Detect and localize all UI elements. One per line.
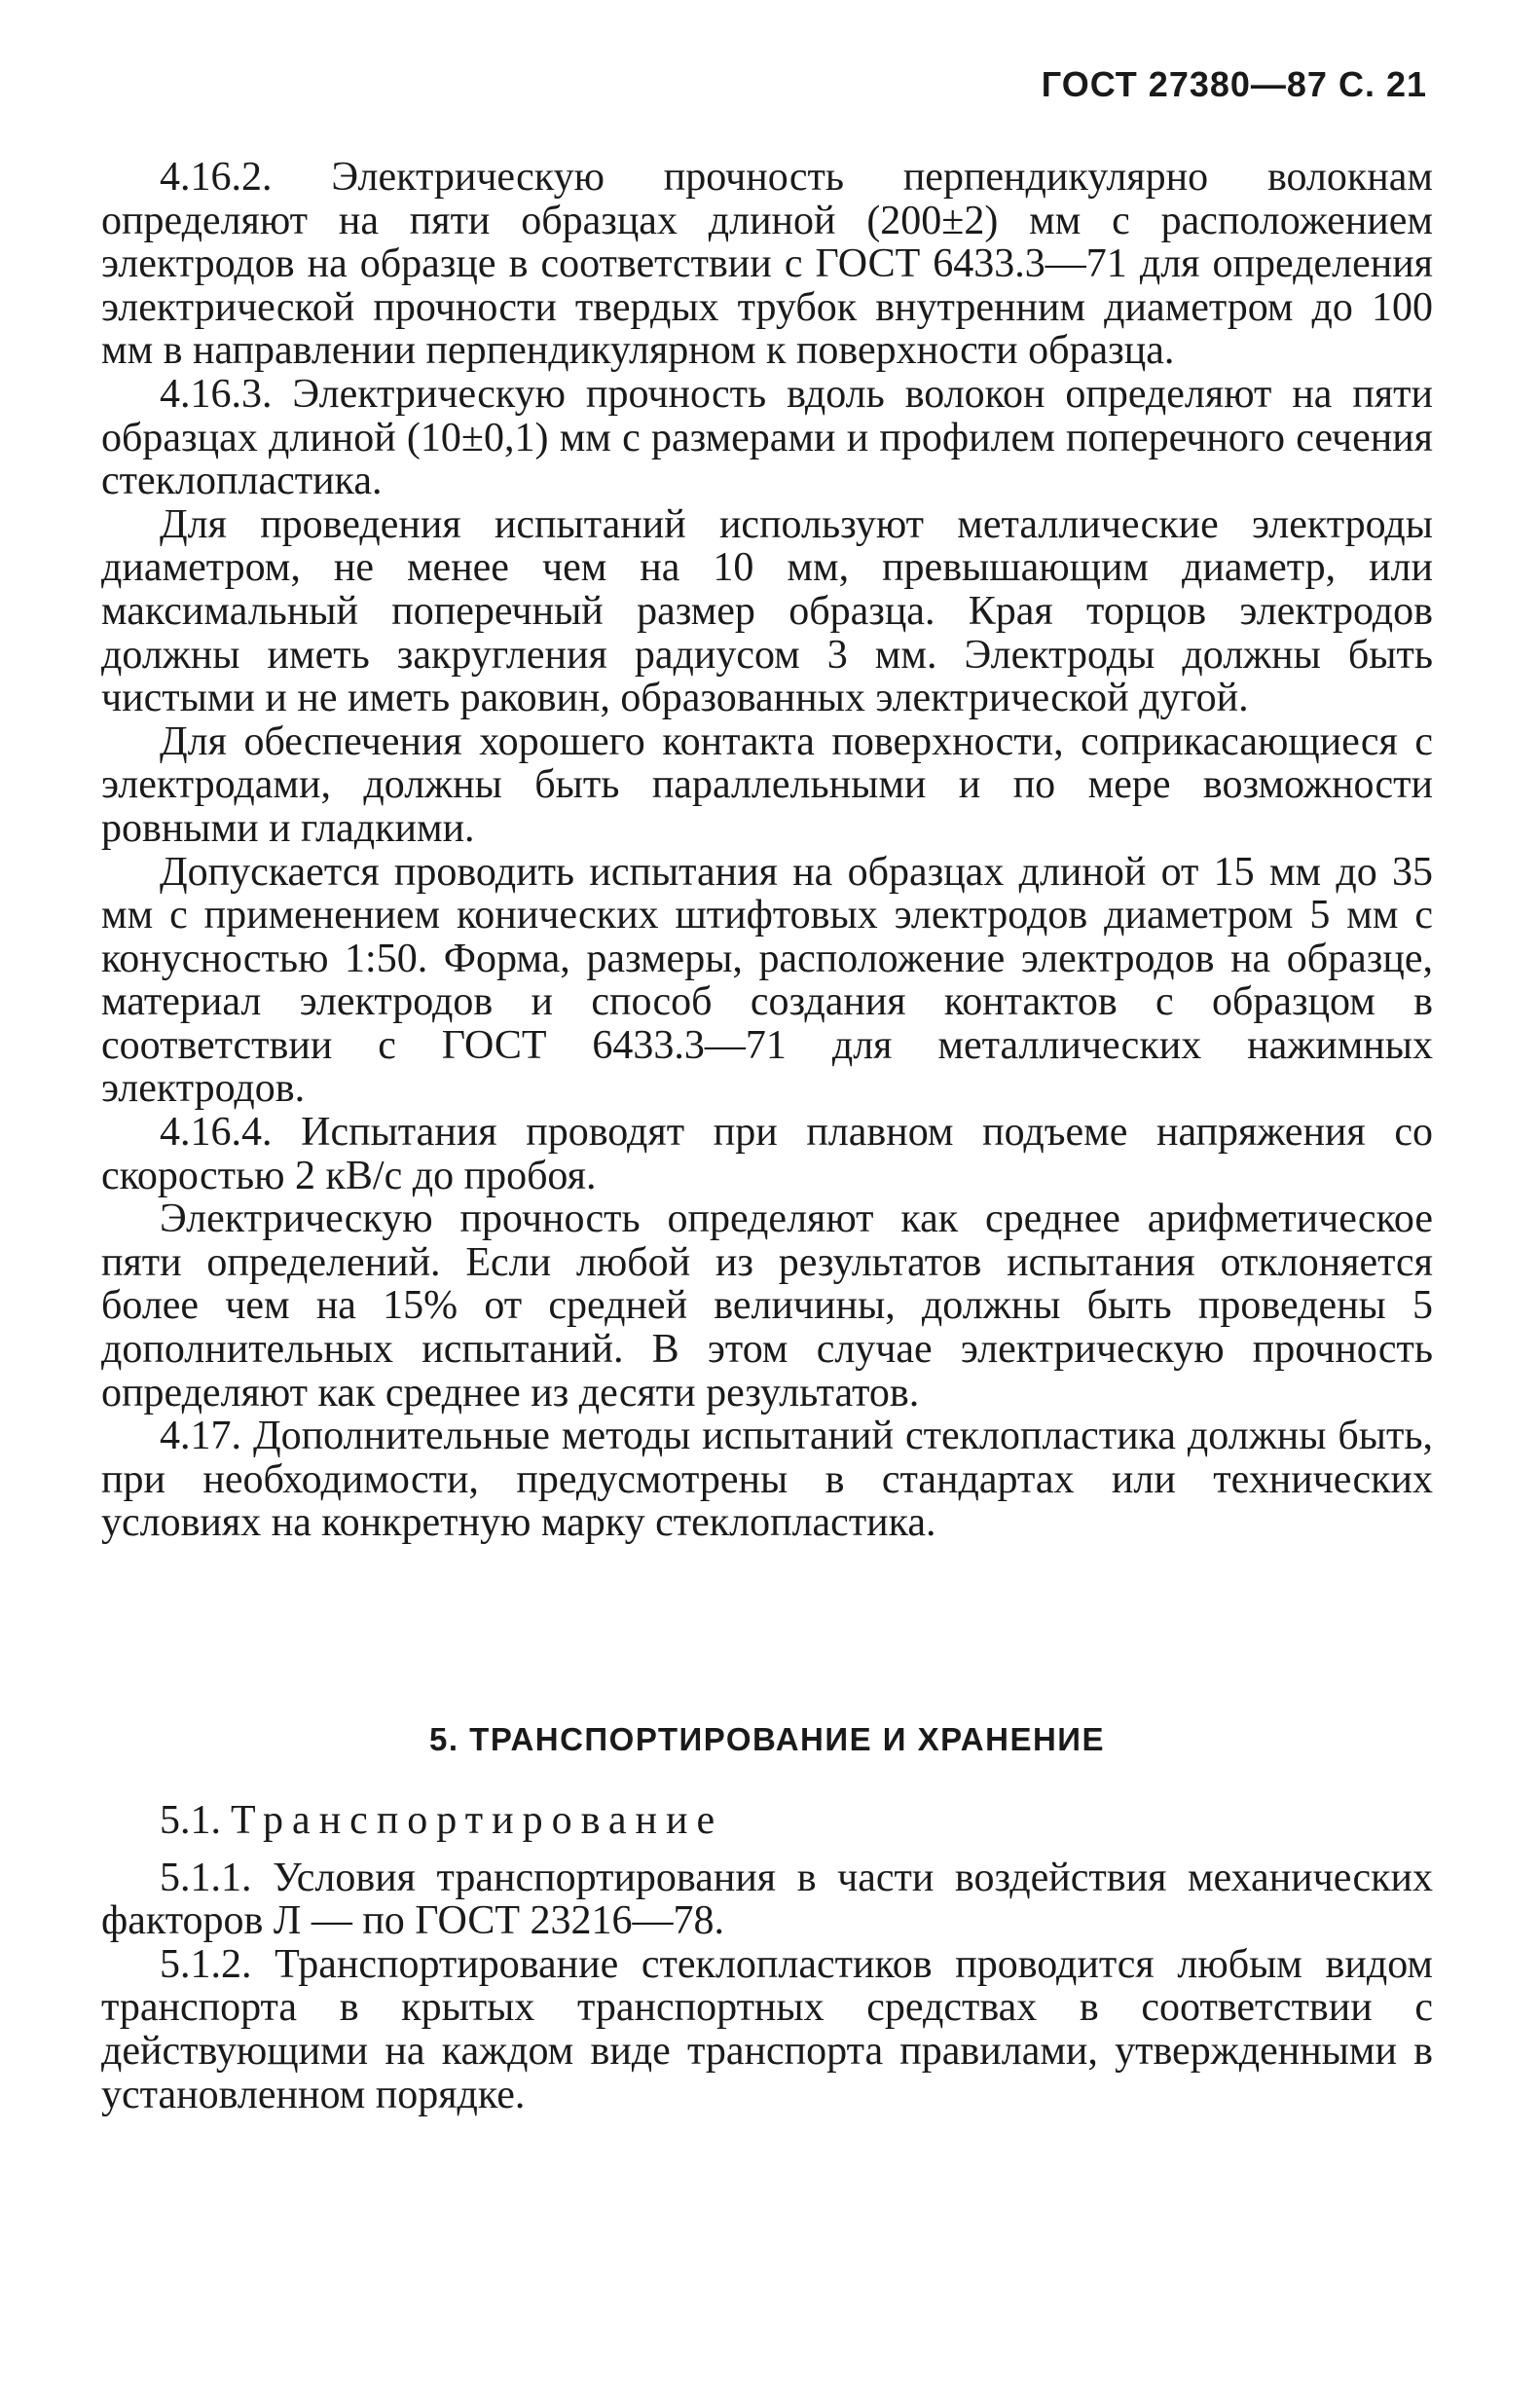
paragraph-5-1-1: 5.1.1. Условия транспортирования в части воздействия механических факторов Л — по ГОСТ 23216—78. (101, 1855, 1433, 1944)
section-4-text (101, 156, 1433, 1545)
subsection-number: 5.1. (160, 1798, 221, 1843)
paragraph-conical-electrodes: Допускается проводить испытания на образцах длиной от 15 мм до 35 мм с применением конических штифтовых электродов диаметром 5 мм с конусностью 1:50. Форма, размеры, расположение электродов на образце, материал электродов и способ создания контактов с образцом в соответствии с ГОСТ 6433.3—71 для металлических нажимных электродов. (101, 849, 1433, 1112)
section-5-text (101, 1799, 1433, 2116)
running-header: ГОСТ 27380—87 С. 21 (1041, 64, 1427, 104)
paragraph-4-16-2: 4.16.2. Электрическую прочность перпендикулярно волокнам определяют на пяти образцах длиной (200±2) мм с расположением электродов на образце в соответствии с ГОСТ 6433.3—71 для определения электрической прочности твердых трубок внутренним диаметром до 100 мм в направлении перпендикулярном к поверхности образца. (101, 155, 1433, 374)
paragraph-average: Электрическую прочность определяют как среднее арифметическое пяти определений. Если любой из результатов испытания отклоняется более чем на 15% от средней величины, должны быть проведены 5 дополнительных испытаний. В этом случае электрическую прочность определяют как среднее из десяти результатов. (101, 1196, 1433, 1416)
subsection-5-1-title (101, 1799, 1433, 1843)
paragraph-4-16-3: 4.16.3. Электрическую прочность вдоль волокон определяют на пяти образцах длиной (10±0,1) мм с размерами и профилем поперечного сечения стеклопластика. (101, 371, 1433, 504)
paragraph-4-17: 4.17. Дополнительные методы испытаний стеклопластика должны быть, при необходимости, предусмотрены в стандартах или технических условиях на конкретную марку стеклопластика. (101, 1414, 1433, 1546)
paragraph-contact: Для обеспечения хорошего контакта поверхности, соприкасающиеся с электродами, должны быть параллельными и по мере возможности ровными и гладкими. (101, 718, 1433, 851)
section-5-heading: 5. ТРАНСПОРТИРОВАНИЕ И ХРАНЕНИЕ (428, 1721, 1106, 1757)
paragraph-4-16-4: 4.16.4. Испытания проводят при плавном подъеме напряжения со скоростью 2 кВ/с до пробоя. (101, 1110, 1433, 1198)
paragraph-electrodes: Для проведения испытаний используют металлические электроды диаметром, не менее чем на 10 мм, превышающим диаметр, или максимальный поперечный размер образца. Края торцов электродов должны иметь закругления радиусом 3 мм. Электроды должны быть чистыми и не иметь раковин, образованных электрической дугой. (101, 501, 1433, 721)
paragraph-5-1-2: 5.1.2. Транспортирование стеклопластиков проводится любым видом транспорта в крытых транспортных средствах в соответствии с действующими на каждом виде транспорта правилами, утвержденными в установленном порядке. (101, 1941, 1433, 2117)
subsection-title-text: Транспортирование (231, 1798, 724, 1843)
